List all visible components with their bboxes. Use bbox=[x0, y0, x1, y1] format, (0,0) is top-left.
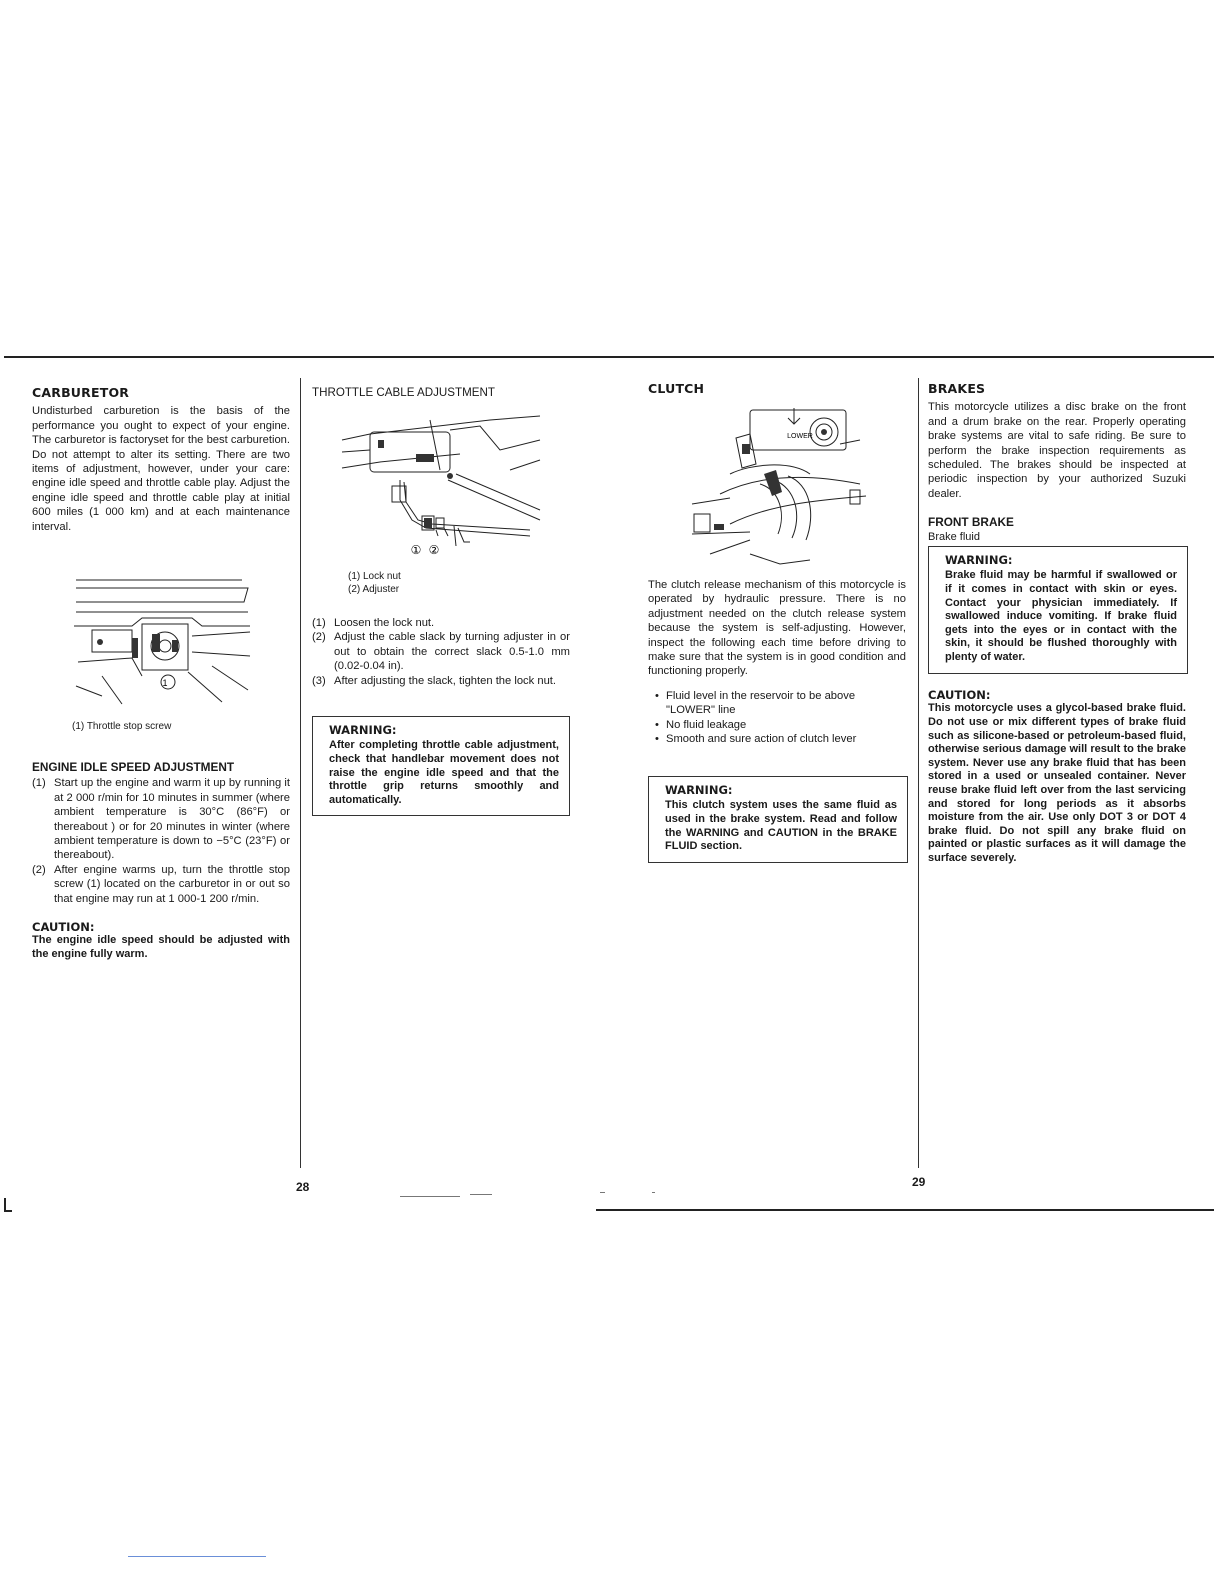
scan-speck bbox=[400, 1196, 460, 1197]
scan-speck bbox=[128, 1556, 266, 1557]
throttle-warning-box bbox=[312, 716, 570, 816]
list-item: (3) After adjusting the slack, tighten the lock nut. bbox=[312, 674, 557, 687]
scan-speck bbox=[600, 1192, 605, 1193]
list-item: (1) Loosen the lock nut. bbox=[312, 617, 435, 629]
brake-caution-title: CAUTION: bbox=[928, 688, 991, 702]
list-item: • No fluid leakage bbox=[655, 718, 747, 731]
throttle-stop-callout: 1 bbox=[162, 678, 168, 688]
column-divider-1 bbox=[300, 378, 301, 1168]
throttle-section bbox=[312, 386, 570, 400]
scan-speck bbox=[470, 1194, 492, 1195]
brake-fluid-subheading: Brake fluid bbox=[928, 530, 980, 543]
throttle-steps bbox=[312, 616, 570, 688]
throttle-stop-caption: (1) Throttle stop screw bbox=[72, 721, 172, 732]
idle-speed-section bbox=[32, 760, 290, 962]
throttle-heading: THROTTLE CABLE ADJUSTMENT bbox=[312, 386, 495, 399]
brake-caution-block bbox=[928, 688, 1186, 866]
lock-nut-callout: ① bbox=[410, 543, 422, 557]
idle-speed-heading: ENGINE IDLE SPEED ADJUSTMENT bbox=[32, 760, 235, 774]
throttle-figure-captions bbox=[348, 570, 548, 596]
brakes-intro: This motorcycle utilizes a disc brake on the front and a drum brake on the rear. Properly operating brake systems are vital to safe riding. Be sure to perform the brake inspection requirements as scheduled. The brakes should be inspected at periodic inspection by your authorized Suzuki dealer. bbox=[928, 401, 1186, 500]
brake-warning-text: Brake fluid may be harmful if swallowed or if it comes in contact with skin or eyes. Contact your physician immediately. If swallowed induce vomiting. If brake fluid gets into the eyes or in contact with the skin, it should be flushed thoroughly with plenty of water. bbox=[945, 569, 1177, 663]
throttle-warning-text: After completing throttle cable adjustment, check that handlebar movement does not raise the engine idle speed and that the throttle grip returns smoothly and automatically. bbox=[329, 739, 559, 806]
carburetor-intro: Undisturbed carburetion is the basis of the performance you ought to expect of your engine. The carburetor is factoryset for the best carburetion. Do not attempt to alter its setting. There are two items of adjustment, however, under your care: engine idle speed and throttle cable play. Adjust the engine idle speed and throttle cable play at initial 600 miles (1 000 km) and at each maintenance interval. bbox=[32, 405, 290, 533]
throttle-warning-title: WARNING: bbox=[329, 723, 397, 737]
page-number-left: 28 bbox=[296, 1180, 310, 1194]
top-rule bbox=[4, 356, 1214, 358]
clutch-reservoir-figure bbox=[690, 404, 870, 574]
throttle-cable-figure bbox=[340, 410, 550, 560]
carburetor-heading: CARBURETOR bbox=[32, 385, 130, 400]
clutch-intro: The clutch release mechanism of this motorcycle is operated by hydraulic pressure. There is no adjustment needed on the clutch release system because the system is self-adjusting. However, inspect the following each time before driving to make sure that the system is in good condition and functioning properly. bbox=[648, 579, 906, 678]
scan-speck bbox=[652, 1192, 655, 1193]
brake-warning-box bbox=[928, 546, 1188, 674]
list-item: • Smooth and sure action of clutch lever bbox=[655, 733, 857, 746]
clutch-warning-title: WARNING: bbox=[665, 783, 733, 797]
brake-caution-text: This motorcycle uses a glycol-based brake fluid. Do not use or mix different types of brake fluid such as silicone-based or petroleum-based fluid, otherwise serious damage will result to the brake system. Never use any brake fluid that has been stored in a used or unsealed container. Never reuse brake fluid left over from the last servicing and stored for long periods as it absorbs moisture from the air. Use only DOT 3 or DOT 4 brake fluid. Do not spill any brake fluid on painted or plastic surfaces as it will damage the surface severely. bbox=[928, 702, 1186, 864]
lock-nut-caption: (1) Lock nut bbox=[348, 571, 401, 582]
page-number-right: 29 bbox=[912, 1175, 926, 1189]
throttle-steps-block bbox=[312, 616, 570, 688]
clutch-heading: CLUTCH bbox=[648, 381, 705, 396]
adjuster-caption: (2) Adjuster bbox=[348, 584, 400, 595]
front-brake-heading: FRONT BRAKE bbox=[928, 515, 1014, 530]
corner-mark bbox=[4, 1198, 12, 1212]
bottom-rule bbox=[596, 1209, 1214, 1211]
lower-line-label: LOWER bbox=[787, 433, 813, 440]
adjuster-callout: ② bbox=[428, 543, 440, 557]
column-divider-3 bbox=[918, 378, 919, 1168]
clutch-warning-text: This clutch system uses the same fluid as used in the brake system. Read and follow the WARNING and CAUTION in the BRAKE FLUID section. bbox=[665, 799, 897, 853]
clutch-checklist bbox=[648, 689, 906, 747]
brakes-heading: BRAKES bbox=[928, 381, 986, 396]
list-item: (1) Start up the engine and warm it up by running it at 2 000 r/min for 10 minutes in summer (where ambient temperature is 30°C (86°F) or thereabout ) or for 20 minutes in winter (where ambient temperature is down to −5°C (23°F) or thereabout). bbox=[32, 777, 290, 862]
brakes-section bbox=[928, 382, 1186, 550]
idle-caution-text: The engine idle speed should be adjusted with the engine fully warm. bbox=[32, 934, 290, 961]
carburetor-figure-caption bbox=[72, 720, 272, 733]
list-item: (2) Adjust the cable slack by turning adjuster in or out to obtain the correct slack 0.5-1.0 mm (0.02-0.04 in). bbox=[312, 631, 570, 673]
throttle-stop-screw-figure bbox=[72, 566, 252, 708]
list-item: • Fluid level in the reservoir to be above "LOWER" line bbox=[655, 689, 856, 717]
clutch-body bbox=[648, 578, 906, 746]
carburetor-section bbox=[32, 386, 290, 534]
brake-warning-title: WARNING: bbox=[945, 553, 1013, 567]
clutch-section bbox=[648, 382, 906, 400]
clutch-warning-box bbox=[648, 776, 908, 863]
list-item: (2) After engine warms up, turn the throttle stop screw (1) located on the carburetor in or out so that engine may run at 1 000-1 200 r/min. bbox=[32, 863, 290, 905]
idle-steps bbox=[32, 776, 290, 906]
idle-caution-title: CAUTION: bbox=[32, 920, 95, 935]
